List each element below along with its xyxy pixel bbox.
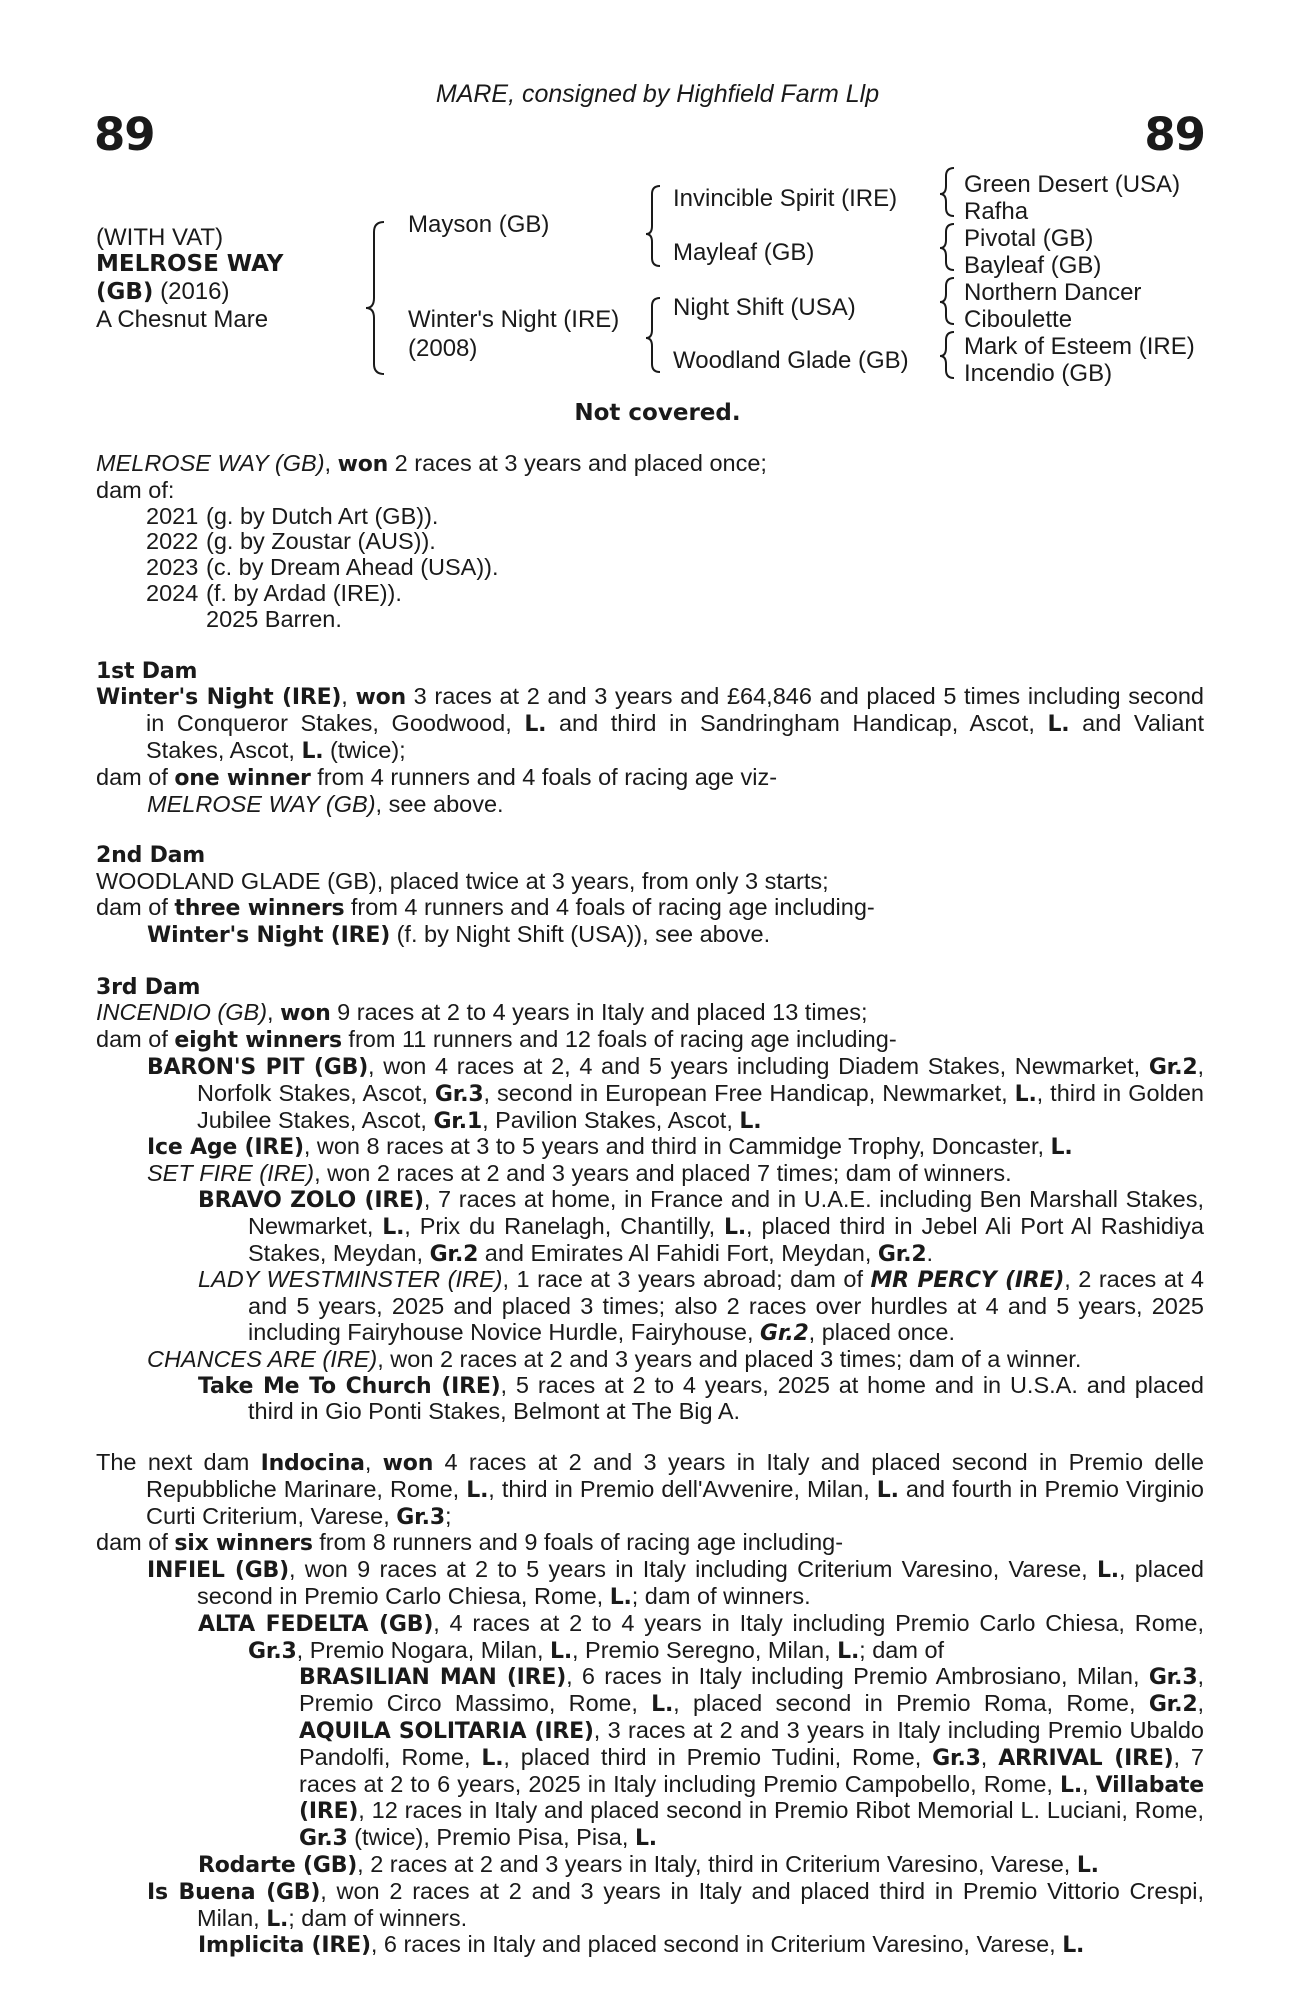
not-covered-note: Not covered. bbox=[574, 400, 741, 426]
infiel-record: INFIEL (GB), won 9 races at 2 to 5 years in Italy including Criterium Varesino, Varese, L., placed second in Premio Carlo Chiesa, Rome, L.; dam of winners. bbox=[147, 1556, 1204, 1611]
lady-record: LADY WESTMINSTER (IRE), 1 race at 3 years abroad; dam of MR PERCY (IRE), 2 races at 4 and 5 years, 2025 and placed 3 times; also 2 races over hurdles at 4 and 5 years, 2025 including Fairyhouse Novice Hurdle, Fairyhouse, Gr.2, placed once. bbox=[198, 1266, 1204, 1346]
dam-year: (2008) bbox=[408, 335, 478, 362]
sss: Green Desert (USA) bbox=[964, 171, 1181, 198]
implicita-record: Implicita (IRE), 6 races in Italy and placed second in Criterium Varesino, Varese, L. bbox=[198, 1931, 1085, 1959]
horse-country: (GB) bbox=[96, 279, 154, 305]
isbuena-record: Is Buena (GB), won 2 races at 2 and 3 years in Italy and placed third in Premio Vittorio Crespi, Milan, L.; dam of winners. bbox=[147, 1877, 1204, 1932]
rodarte-record: Rodarte (GB), 2 races at 2 and 3 years in Italy, third in Criterium Varesino, Varese, L. bbox=[198, 1851, 1099, 1879]
first-dam-record: Winter's Night (IRE), won 3 races at 2 and 3 years and £64,846 and placed 5 times including second in Conqueror Stakes, Goodwood, L. and third in Sandringham Handicap, Ascot, L. and Valiant Stakes, Ascot, L. (twice); bbox=[96, 683, 1205, 764]
chances-record: CHANCES ARE (IRE), won 2 races at 2 and 3 years and placed 3 times; dam of a winner. bbox=[147, 1345, 1082, 1372]
ddd: Incendio (GB) bbox=[964, 360, 1113, 387]
brasilian-record: BRASILIAN MAN (IRE), 6 races in Italy including Premio Ambrosiano, Milan, Gr.3, Premio Circo Massimo, Rome, L., placed second in Premio Roma, Rome, Gr.2, AQUILA SOLITARIA (IRE), 3 races at 2 and 3 years in Italy including Premio Ubaldo Pandolfi, Rome, L., placed third in Premio Tudini, Rome, Gr.3, ARRIVAL (IRE), 7 races at 2 to 6 years, 2025 in Italy including Premio Campobello, Rome, L., Villabate (IRE), 12 races in Italy and placed second in Premio Ribot Memorial L. Luciani, Rome, Gr.3 (twice), Premio Pisa, Pisa, L. bbox=[299, 1663, 1204, 1852]
sdd: Bayleaf (GB) bbox=[964, 252, 1102, 279]
consignment-header: MARE, consigned by Highfield Farm Llp bbox=[435, 80, 880, 108]
sire-sire: Invincible Spirit (IRE) bbox=[673, 185, 898, 212]
ssd: Rafha bbox=[964, 198, 1029, 225]
second-dam-produce: dam of three winners from 4 runners and 4 foals of racing age including- bbox=[96, 893, 875, 921]
lot-number-right: 89 bbox=[1144, 108, 1205, 161]
lot-number-left: 89 bbox=[94, 108, 155, 161]
dam-name: Winter's Night (IRE) bbox=[408, 306, 620, 333]
third-dam-produce: dam of eight winners from 11 runners and 12 foals of racing age including- bbox=[96, 1026, 897, 1054]
third-dam-heading: 3rd Dam bbox=[96, 974, 201, 1000]
second-dam-heading: 2nd Dam bbox=[96, 843, 206, 869]
horse-year: (2016) bbox=[153, 278, 230, 305]
vat-label: (WITH VAT) bbox=[96, 224, 224, 251]
dsd: Ciboulette bbox=[964, 306, 1073, 333]
dam-dam: Woodland Glade (GB) bbox=[673, 347, 909, 374]
sire: Mayson (GB) bbox=[408, 211, 550, 238]
sds: Pivotal (GB) bbox=[964, 225, 1094, 252]
second-dam-foal: Winter's Night (IRE) (f. by Night Shift (USA)), see above. bbox=[147, 920, 771, 948]
catalogue-body bbox=[96, 451, 1204, 1959]
dss: Northern Dancer bbox=[964, 279, 1142, 306]
produce-intro: MELROSE WAY (GB), won 2 races at 3 years and placed once; bbox=[96, 450, 767, 477]
produce-list: 2021 (g. by Dutch Art (GB)). 2022 (g. by Zoustar (AUS)). 2023 (c. by Dream Ahead (USA)). 2024 (f. by Ardad (IRE)). 2025 Barren. bbox=[146, 502, 499, 632]
baron-record: BARON'S PIT (GB), won 4 races at 2, 4 and 5 years including Diadem Stakes, Newmarket, Gr.2, Norfolk Stakes, Ascot, Gr.3, second in European Free Handicap, Newmarket, L., third in Golden Jubilee Stakes, Ascot, Gr.1, Pavilion Stakes, Ascot, L. bbox=[147, 1052, 1205, 1134]
takeme-record: Take Me To Church (IRE), 5 races at 2 to 4 years, 2025 at home and in U.S.A. and placed third in Gio Ponti Stakes, Belmont at The Big A. bbox=[198, 1371, 1204, 1425]
dds: Mark of Esteem (IRE) bbox=[964, 333, 1195, 360]
next-dam-produce: dam of six winners from 8 runners and 9 foals of racing age including- bbox=[96, 1529, 844, 1557]
horse-name: MELROSE WAY bbox=[96, 251, 284, 277]
alta-record: ALTA FEDELTA (GB), 4 races at 2 to 4 years in Italy including Premio Carlo Chiesa, Rome, Gr.3, Premio Nogara, Milan, L., Premio Seregno, Milan, L.; dam of bbox=[198, 1609, 1204, 1664]
dam bbox=[408, 305, 619, 363]
first-dam-foal: MELROSE WAY (GB), see above. bbox=[147, 790, 504, 817]
produce-dam-of: dam of: bbox=[96, 476, 175, 503]
third-dam-record: INCENDIO (GB), won 9 races at 2 to 4 years in Italy and placed 13 times; bbox=[96, 999, 868, 1027]
dam-sire: Night Shift (USA) bbox=[673, 294, 856, 321]
first-dam-heading: 1st Dam bbox=[96, 658, 198, 684]
setfire-record: SET FIRE (IRE), won 2 races at 2 and 3 years and placed 7 times; dam of winners. bbox=[147, 1160, 1012, 1187]
first-dam-produce: dam of one winner from 4 runners and 4 foals of racing age viz- bbox=[96, 763, 778, 791]
sire-dam: Mayleaf (GB) bbox=[673, 239, 815, 266]
next-dam-record: The next dam Indocina, won 4 races at 2 and 3 years in Italy and placed second in Premio delle Repubbliche Marinare, Rome, L., third in Premio dell'Avvenire, Milan, L. and fourth in Premio Virginio Curti Criterium, Varese, Gr.3; bbox=[96, 1449, 1204, 1530]
iceage-record: Ice Age (IRE), won 8 races at 3 to 5 years and third in Cammidge Trophy, Doncaster, L. bbox=[147, 1133, 1073, 1161]
second-dam-record: WOODLAND GLADE (GB), placed twice at 3 years, from only 3 starts; bbox=[96, 868, 829, 895]
horse-description: A Chesnut Mare bbox=[96, 306, 269, 333]
bravo-record: BRAVO ZOLO (IRE), 7 races at home, in France and in U.A.E. including Ben Marshall Stakes, Newmarket, L., Prix du Ranelagh, Chantilly, L., placed third in Jebel Ali Port Al Rashidiya Stakes, Meydan, Gr.2 and Emirates Al Fahidi Fort, Meydan, Gr.2. bbox=[198, 1185, 1204, 1267]
